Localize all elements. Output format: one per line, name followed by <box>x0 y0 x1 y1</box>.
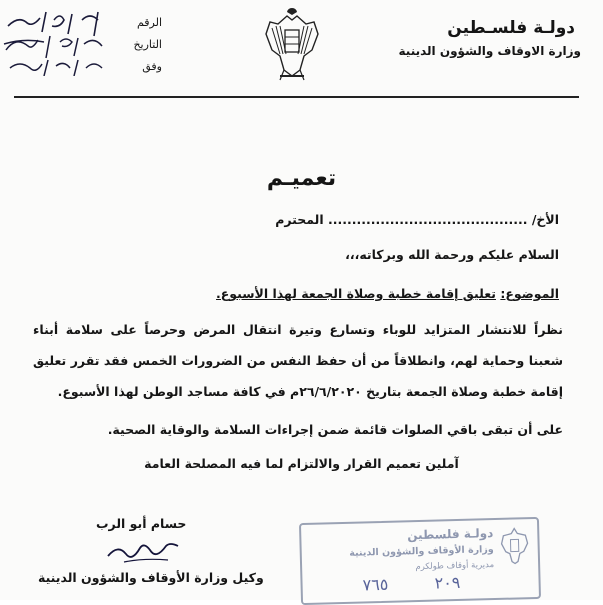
stamp-number: ٧٦٥ <box>362 574 389 595</box>
addressee-honorific: المحترم <box>275 212 324 227</box>
reference-number-label: الرقم <box>136 16 162 29</box>
greeting: السلام عليكم ورحمة الله وبركاته،،، <box>345 247 559 262</box>
stamp-ministry-name: وزارة الأوقاف والشؤون الدينية <box>349 544 494 559</box>
stamp-subtext: مديرية أوقاف طولكرم <box>415 560 495 573</box>
document-title: تعميـم <box>266 166 337 191</box>
stamp-eagle-icon <box>499 525 530 566</box>
signer-name: حسام أبو الرب <box>96 516 187 531</box>
body-paragraph-1: نظراً للانتشار المتزايد للوباء وتسارع وتيرة انتقال المرض وحرصاً على سلامة أبناء شعبنا وحماية لهم، وانطلاقاً من أن حفظ النفس من الضرورات الخمس فقد تقرر تعليق إقامة خطبة وصلاة الجمعة بتاريخ ٢٦/٦/٢٠٢٠م في كافة مساجد الوطن لهذا الأسبوع. <box>33 322 563 399</box>
body-paragraph-2: على أن تبقى باقي الصلوات قائمة ضمن إجراءات السلامة والوقاية الصحية. <box>107 422 563 437</box>
subject-line <box>216 286 559 301</box>
reference-corresponding-label: وفق <box>142 60 162 73</box>
header-divider <box>14 96 579 98</box>
official-stamp <box>299 517 541 605</box>
stamp-state-name: دولـة فلسطين <box>407 526 494 543</box>
handwritten-signature <box>104 538 184 566</box>
reference-labels <box>112 12 162 78</box>
ministry-name: وزارة الاوقاف والشؤون الدينية <box>398 44 581 58</box>
handwritten-reference-marks <box>2 6 112 76</box>
subject-text: تعليق إقامة خطبة وصلاة الجمعة لهذا الأسبوع. <box>216 286 496 301</box>
signer-title: وكيل وزارة الأوقاف والشؤون الدينية <box>38 570 264 585</box>
state-name: دولـة فلسـطين <box>447 18 575 38</box>
reference-date-label: التاريخ <box>133 38 162 51</box>
eagle-emblem-icon <box>262 4 322 84</box>
addressee-dots: .......................................... <box>328 212 528 227</box>
addressee-label: الأخ/ <box>531 212 559 227</box>
addressee-line <box>275 212 559 227</box>
subject-label: الموضوع: <box>500 286 559 301</box>
closing-line: آملين تعميم القرار والالتزام لما فيه المصلحة العامة <box>144 456 459 471</box>
stamp-date: ٢٠٩ <box>434 572 461 593</box>
